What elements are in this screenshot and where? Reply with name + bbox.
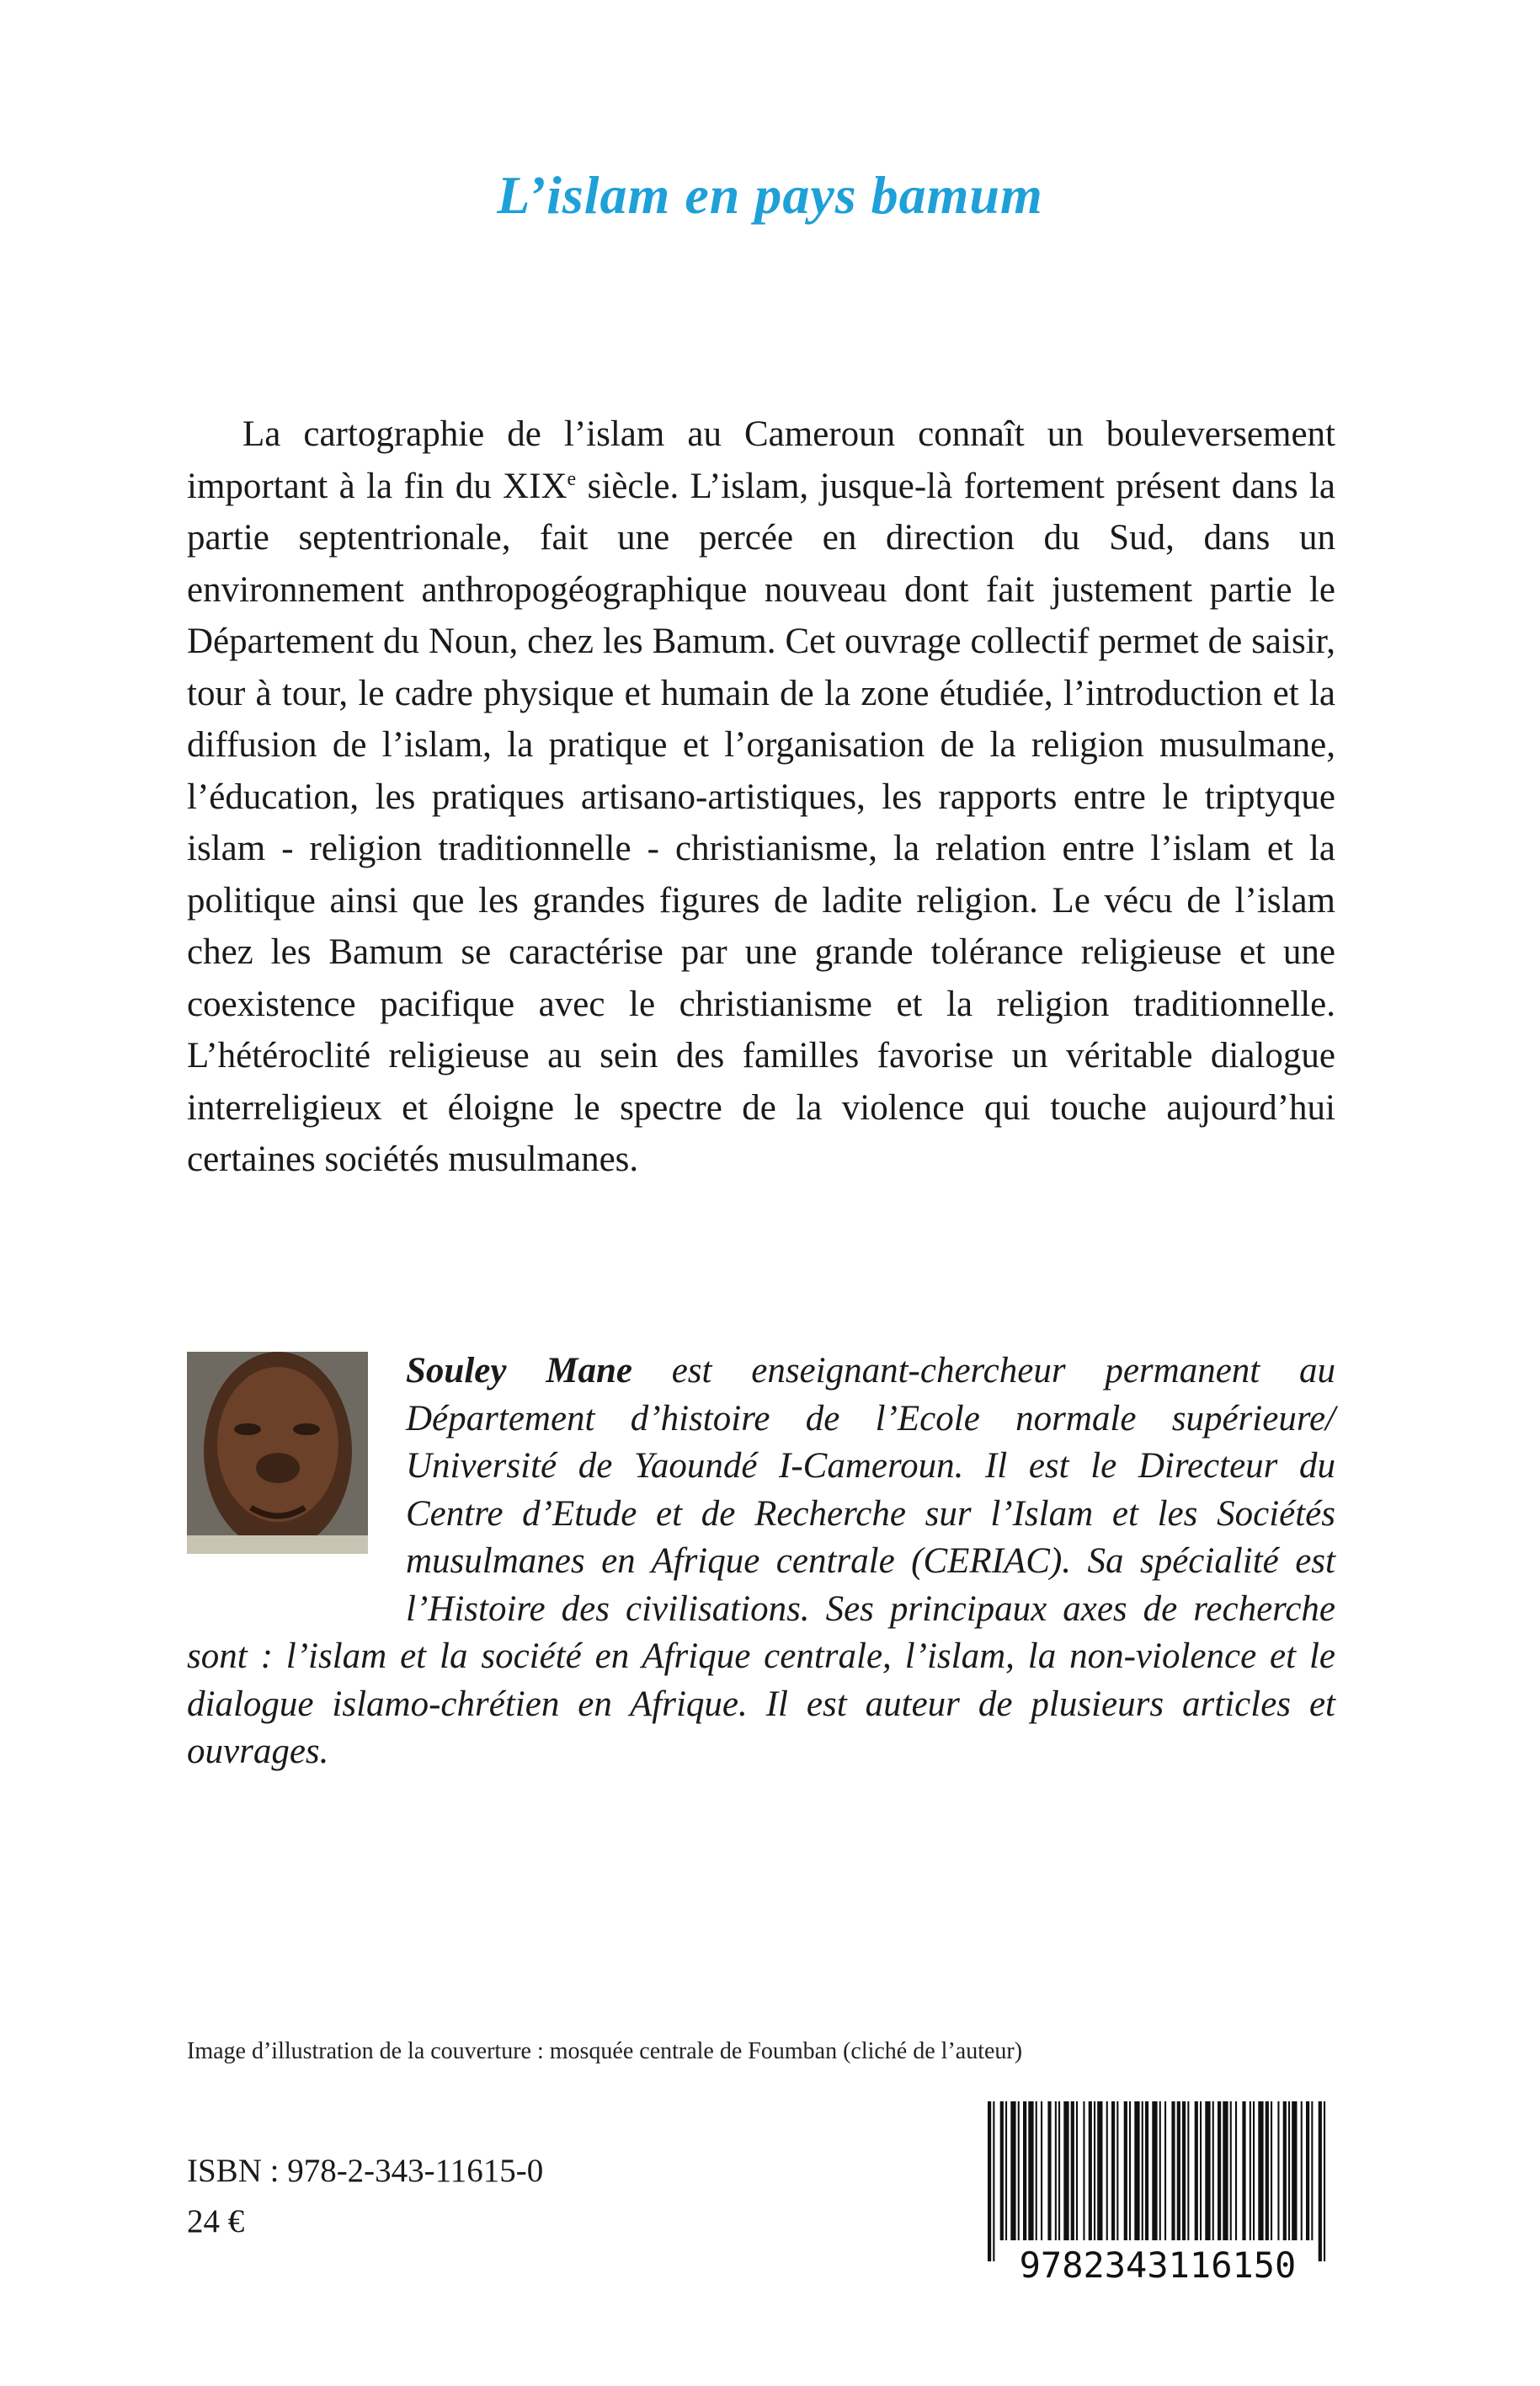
barcode-bar [1171,2101,1175,2240]
barcode-bar [1319,2101,1322,2261]
barcode-bar [1010,2101,1015,2240]
summary-superscript: e [567,467,577,490]
barcode-bar [1212,2101,1214,2240]
cover-credit: Image d’illustration de la couverture : mosquée centrale de Foumban (cliché de l’auteur) [187,2038,1023,2064]
barcode-bar [1205,2101,1210,2240]
barcode-bar [1283,2101,1287,2240]
barcode-bar [1041,2101,1042,2240]
author-name: Souley Mane [406,1351,632,1390]
barcode-bar [1018,2101,1020,2240]
barcode-bar [1271,2101,1272,2240]
barcode-bar [1292,2101,1297,2240]
barcode-bar [1223,2101,1228,2240]
barcode-bar [1094,2101,1095,2240]
barcode-bar [1200,2101,1202,2240]
barcode-bar [1116,2101,1118,2240]
barcode-bar [1301,2101,1303,2240]
summary-part-2: siècle. L’islam, jusque-là fortement présent dans la partie septentrionale, fait une percée en direction du Sud, dans un environnement anthropogéographique nouveau dont fait justement partie le Département du Noun, chez les Bamum. Cet ouvrage collectif permet de saisir, tour à tour, le cadre physique et humain de la zone étudiée, l’introduction et la diffusion de l’islam, la pratique et l’organisation de la religion musulmane, l’éducation, les pratiques artisano-artistiques, les rapports entre le triptyque islam - religion traditionnelle - christianisme, la relation entre l’islam et la politique ainsi que les grandes figures de ladite religion. Le vécu de l’islam chez les Bamum se caractérise par une grande tolérance religieuse et une coexistence pacifique avec le christianisme et la religion traditionnelle. L’hétéroclité religieuse au sein des familles favorise un véritable dialogue interreligieux et éloigne le spectre de la violence qui touche aujourd’hui certaines sociétés musulmanes. [187,466,1335,1179]
barcode-bar [1000,2101,1004,2240]
barcode-bar [1047,2101,1051,2240]
barcode-bar [1036,2101,1037,2240]
barcode-bar [993,2101,994,2261]
barcode-bar [1058,2101,1060,2240]
author-bio-text: est enseignant-chercheur permanent au Département d’histoire de l’Ecole normale supérieure/ Université de Yaoundé I-Cameroun. Il est le Directeur du Centre d’Etude et de Recherche sur l’Islam et les Sociétés musulmanes en Afrique centrale (CERIAC). Sa spécialité est l’Histoire des civilisations. Ses principaux axes de recherche sont : l’islam et la société en Afrique centrale, l’islam, la non-violence et le dialogue islamo-chrétien en Afrique. Il est auteur de plusieurs articles et ouvrages. [187,1351,1335,1771]
barcode-bar [1145,2101,1148,2240]
barcode-number: 9782343116150 [1019,2245,1297,2286]
summary-text [187,408,1335,1186]
barcode-bar [1076,2101,1078,2240]
summary-part-1: La cartographie de l’islam au Cameroun connaît un bouleversement important à la fin du XIX [187,414,1335,506]
barcode-bar [1063,2101,1068,2240]
barcode-bar [1159,2101,1161,2240]
barcode-bar [1324,2101,1325,2261]
barcode-bar [1089,2101,1092,2240]
barcode-bar [1152,2101,1157,2240]
barcode-bar [1266,2101,1269,2240]
author-bio [187,1348,1335,1776]
barcode-bar [1106,2101,1108,2240]
barcode-bar [1235,2101,1237,2240]
barcode-bar [1177,2101,1180,2240]
barcode-bar [1111,2101,1115,2240]
barcode-bar [1187,2101,1189,2240]
barcode-bar [1164,2101,1166,2240]
barcode-bar [1182,2101,1186,2240]
barcode-bar [1142,2101,1143,2240]
barcode-bar [1230,2101,1232,2240]
barcode-bar [1129,2101,1131,2240]
barcode-bar [1134,2101,1139,2240]
barcode-bar [1124,2101,1127,2240]
barcode-bar [1023,2101,1026,2240]
price-label: 24 € [187,2203,245,2239]
barcode-bar [1288,2101,1290,2240]
barcode-bar [1277,2101,1279,2240]
barcode-bar [1195,2101,1198,2240]
isbn-label: ISBN : 978-2-343-11615-0 [187,2153,544,2189]
barcode-bar [1083,2101,1084,2240]
barcode-bar [1028,2101,1033,2240]
barcode-bar [1250,2101,1251,2240]
book-title: L’islam en pays bamum [497,165,1043,225]
barcode-bar [1306,2101,1309,2240]
barcode-bar [1258,2101,1263,2240]
barcode-bar [1253,2101,1255,2240]
barcode-bar [1005,2101,1007,2240]
barcode-bar [988,2101,991,2261]
barcode-bar [1311,2101,1313,2240]
barcode-bar [1218,2101,1221,2240]
barcode-bar [1071,2101,1074,2240]
barcode-bar [1097,2101,1102,2240]
barcode-bar [1055,2101,1057,2240]
barcode-bar [1242,2101,1245,2240]
